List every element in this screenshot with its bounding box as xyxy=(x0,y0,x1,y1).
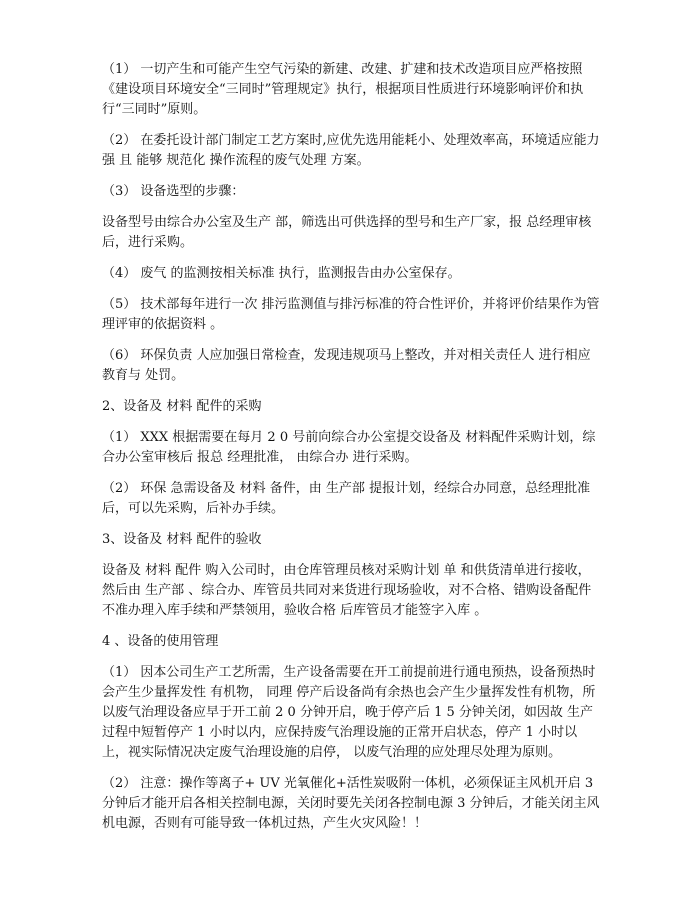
paragraph-item-1: （1） 一切产生和可能产生空气污染的新建、改建、扩建和技术改造项目应严格按照《建设项目环境安全“三同时”管理规定》执行，根据项目性质进行环境影响评价和执行“三同时”原则。 xyxy=(102,62,584,117)
paragraph-item-2: （2） 在委托设计部门制定工艺方案时,应优先选用能耗小、处理效率高，环境适应能力强 且 能够 规范化 操作流程的废气处理 方案。 xyxy=(102,133,600,168)
paragraph-item-5: （5） 技术部每年进行一次 排污监测值与排污标准的符合性评价，并将评价结果作为管理评审的依据资料 。 xyxy=(102,297,600,332)
paragraph-procurement-1: （1） XXX 根据需要在每月 2 0 号前向综合办公室提交设备及 材料配件采购计划，综合办公室审核后 报总 经理批准， 由综合办 进行采购。 xyxy=(102,430,596,465)
paragraph-usage-1: （1） 因本公司生产工艺所需，生产设备需要在开工前提前进行通电预热，设备预热时会产生少量挥发性 有机物， 同理 停产后设备尚有余热也会产生少量挥发性有机物，所以废气治理设备应早于开工前 2 0 分钟开启，晚于停产后 1 5 分钟关闭，如因故 生产过程中短暂停产 1 小时以内，应保持废气治理设施的正常开启状态，停产 1 小时以上，视实际情况决定废气治理设施的启停， 以废气治理的应处理尽处理为原则。 xyxy=(102,665,596,760)
paragraph-acceptance: 设备及 材料 配件 购入公司时，由仓库管理员核对采购计划 单 和供货清单进行接收，然后由 生产部 、综合办、库管员共同对来货进行现场验收，对不合格、错购设备配件不准办理入库手续和严禁领用，验收合格 后库管员才能签字入库 。 xyxy=(102,563,592,618)
document-page xyxy=(102,60,602,845)
paragraph-body-selection: 设备型号由综合办公室及生产 部，筛选出可供选择的型号和生产厂家，报 总经理审核后，进行采购。 xyxy=(102,215,592,250)
section-heading-usage: 4 、设备的使用管理 xyxy=(102,634,219,649)
paragraph-usage-2: （2） 注意：操作等离子+ UV 光氧催化+活性炭吸附一体机，必须保证主风机开启 3 分钟后才能开启各相关控制电源，关闭时要先关闭各控制电源 3 分钟后，才能关闭主风机电源，否则有可能导致一体机过热，产生火灾风险！！ xyxy=(102,776,600,831)
paragraph-item-6: （6） 环保负责 人应加强日常检查，发现违规项马上整改，并对相关责任人 进行相应 教育与 处罚。 xyxy=(102,348,591,383)
section-heading-acceptance: 3、设备及 材料 配件的验收 xyxy=(102,532,262,547)
paragraph-item-3: （3） 设备选型的步骤： xyxy=(102,184,245,199)
paragraph-item-4: （4） 废气 的监测按相关标准 执行，监测报告由办公室保存。 xyxy=(102,266,461,281)
paragraph-procurement-2: （2） 环保 急需设备及 材料 备件，由 生产部 提报计划，经综合办同意，总经理批准后，可以先采购，后补办手续。 xyxy=(102,481,591,516)
section-heading-procurement: 2、设备及 材料 配件的采购 xyxy=(102,399,262,414)
